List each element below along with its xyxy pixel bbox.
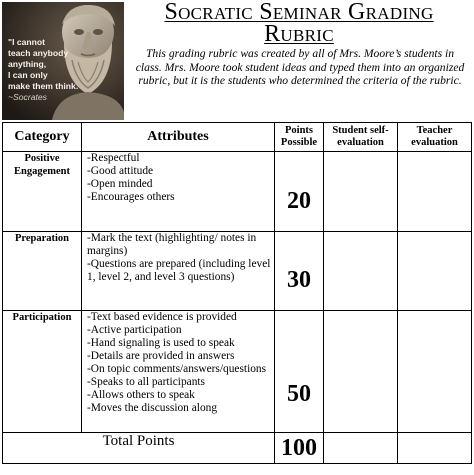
title-line-2: Rubric bbox=[264, 21, 334, 47]
category-cell bbox=[3, 311, 82, 433]
attribute-item: -Details are provided in answers bbox=[87, 350, 235, 362]
attributes-cell bbox=[82, 232, 275, 311]
title-line-1: Socratic Seminar Grading bbox=[164, 0, 434, 25]
table-row bbox=[3, 232, 472, 311]
attributes-cell bbox=[82, 152, 275, 232]
total-points-label: Total Points bbox=[3, 433, 275, 464]
student-evaluation-cell[interactable] bbox=[324, 311, 398, 433]
category-cell bbox=[3, 152, 82, 232]
quote-line: "I cannot bbox=[8, 37, 46, 47]
teacher-evaluation-cell[interactable] bbox=[398, 152, 472, 232]
attribute-item: -Active participation bbox=[87, 324, 182, 336]
teacher-evaluation-cell[interactable] bbox=[398, 311, 472, 433]
category-label: Participation bbox=[12, 312, 72, 323]
page-title bbox=[126, 1, 472, 45]
attribute-item: -Moves the discussion along bbox=[87, 402, 218, 414]
attribute-item: -Open minded bbox=[87, 178, 153, 190]
attributes-cell bbox=[82, 311, 275, 433]
rubric-table bbox=[2, 122, 472, 464]
attribute-item: -Encourages others bbox=[87, 191, 175, 203]
category-label: Engagement bbox=[14, 166, 70, 177]
table-header-row bbox=[3, 123, 472, 152]
intro-paragraph: This grading rubric was created by all of Mrs. Moore’s students in class. Mrs. Moore took student ideas and typed them into an organized rubric, but it is the students who determined the criteria of the rubric. bbox=[135, 47, 465, 87]
table-row bbox=[3, 152, 472, 232]
points-value: 20 bbox=[287, 188, 311, 214]
category-cell bbox=[3, 232, 82, 311]
attribute-item: -Respectful bbox=[87, 152, 140, 164]
attribute-item: -On topic comments/answers/questions bbox=[87, 363, 267, 375]
points-cell bbox=[275, 311, 324, 433]
total-row bbox=[3, 433, 472, 464]
points-value: 30 bbox=[287, 267, 311, 293]
table-row bbox=[3, 311, 472, 433]
student-evaluation-cell[interactable] bbox=[324, 232, 398, 311]
points-cell bbox=[275, 152, 324, 232]
attribute-item: -Allows others to speak bbox=[87, 389, 195, 401]
socrates-portrait bbox=[2, 2, 124, 120]
category-label: Preparation bbox=[14, 233, 70, 244]
points-cell bbox=[275, 232, 324, 311]
student-total-cell[interactable] bbox=[324, 433, 398, 464]
column-header-teacher-evaluation: Teacher evaluation bbox=[398, 123, 472, 152]
quote-line: make them think. bbox=[8, 81, 79, 91]
column-header-attributes: Attributes bbox=[82, 123, 275, 152]
quote-line: anything, bbox=[8, 59, 47, 69]
quote-line: teach anybody bbox=[8, 48, 69, 58]
attribute-item: -Speaks to all participants bbox=[87, 376, 205, 388]
socrates-quote bbox=[8, 37, 78, 103]
student-evaluation-cell[interactable] bbox=[324, 152, 398, 232]
total-points-value: 100 bbox=[275, 433, 324, 464]
attribute-item: -Questions are prepared (including level 1, level 2, and level 3 questions) bbox=[87, 258, 271, 283]
column-header-category: Category bbox=[3, 123, 82, 152]
category-label: Positive bbox=[24, 153, 60, 164]
quote-author: ~Socrates bbox=[8, 92, 47, 102]
header bbox=[0, 0, 474, 122]
attribute-item: -Good attitude bbox=[87, 165, 154, 177]
attribute-item: -Hand signaling is used to speak bbox=[87, 337, 235, 349]
column-header-points-possible: Points Possible bbox=[275, 123, 324, 152]
attribute-item: -Text based evidence is provided bbox=[87, 311, 237, 323]
teacher-total-cell[interactable] bbox=[398, 433, 472, 464]
points-value: 50 bbox=[287, 381, 311, 407]
attribute-item: -Mark the text (highlighting/ notes in margins) bbox=[87, 232, 257, 257]
column-header-student-self-evaluation: Student self-evaluation bbox=[324, 123, 398, 152]
quote-line: I can only bbox=[8, 70, 48, 80]
teacher-evaluation-cell[interactable] bbox=[398, 232, 472, 311]
